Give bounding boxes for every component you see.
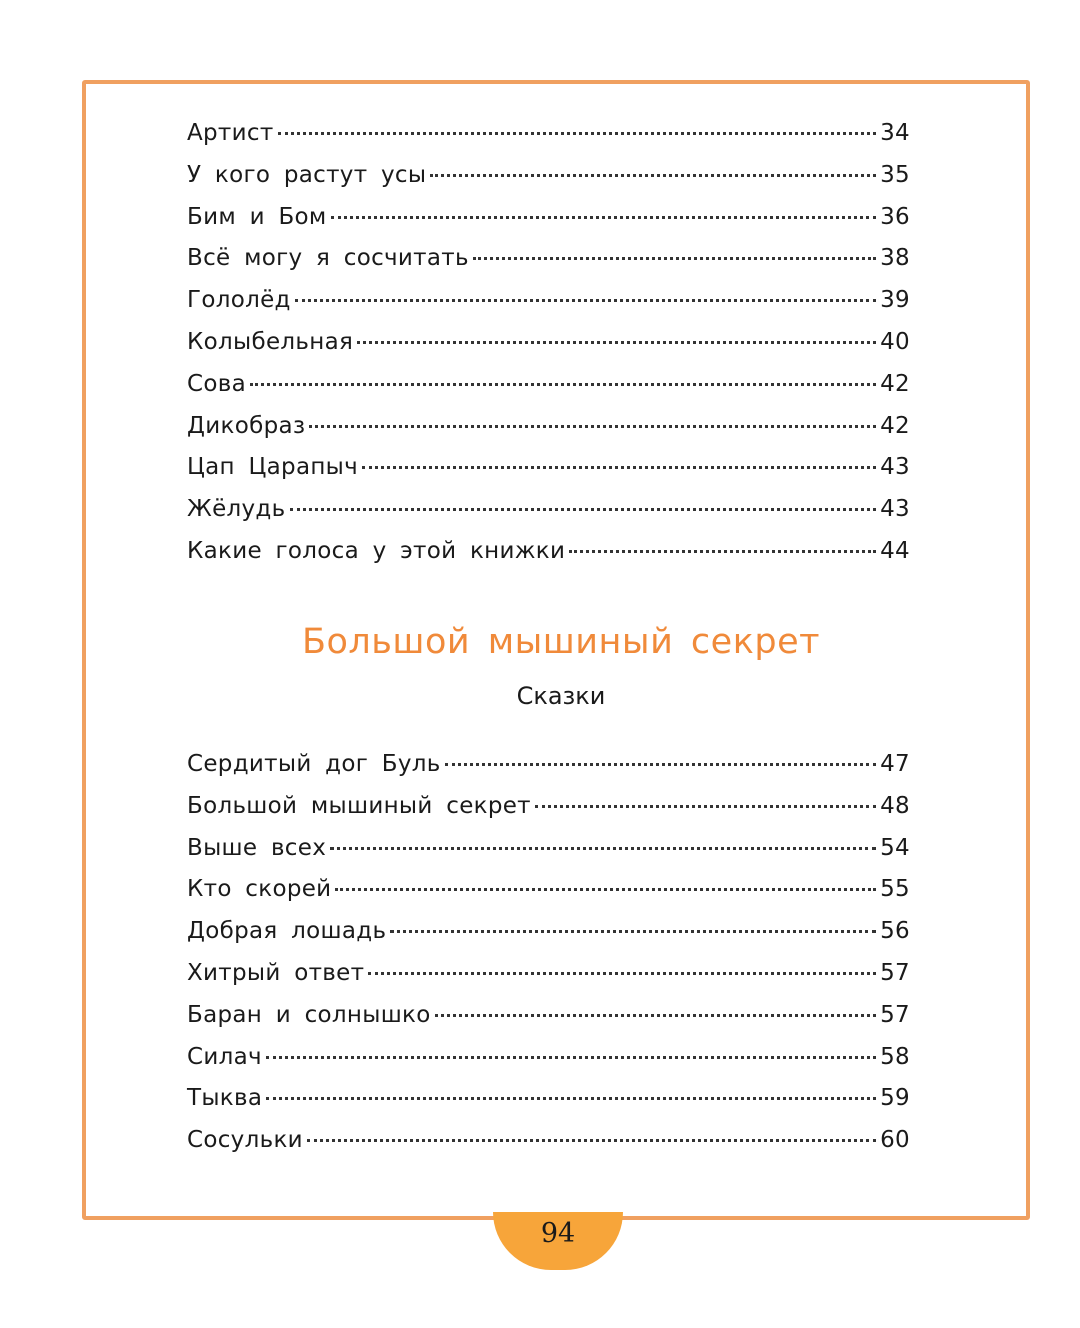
toc-entry-title: Большой мышиный секрет [187,792,531,819]
toc-leader-dots [295,299,876,302]
toc-entry[interactable] [187,237,910,279]
toc-entry-title: Жёлудь [187,496,286,523]
toc-entry[interactable] [187,154,910,196]
toc-entry[interactable] [187,910,910,952]
toc-entry-page: 43 [880,454,910,481]
toc-entry-page: 57 [880,1001,910,1028]
toc-entry[interactable] [187,112,910,154]
toc-entry[interactable] [187,868,910,910]
toc-entry[interactable] [187,827,910,869]
toc-entry[interactable] [187,785,910,827]
toc-entry[interactable] [187,743,910,785]
toc-entry-page: 58 [880,1043,910,1070]
toc-entry-title: Хитрый ответ [187,959,365,986]
toc-entry-page: 47 [880,751,910,777]
toc-entry-title: Сердитый дог Буль [187,751,441,777]
toc-entry-title: У кого растут усы [187,161,427,188]
toc-leader-dots [435,1014,877,1017]
toc-entry-title: Какие голоса у этой книжки [187,537,566,564]
toc-entry[interactable] [187,279,910,321]
toc-entry[interactable] [187,405,910,447]
toc-entry-page: 55 [880,876,910,903]
toc-entry-title: Цап Царапыч [187,454,359,481]
toc-entry-page: 38 [880,245,910,272]
toc-entry-title: Гололёд [187,287,291,314]
toc-entry[interactable] [187,1036,910,1078]
toc-entry[interactable] [187,488,910,530]
toc-entry-title: Колыбельная [187,328,354,355]
toc-entry-page: 40 [880,328,910,355]
toc-leader-dots [390,930,876,933]
toc-leader-dots [535,805,876,808]
toc-leader-dots [362,466,876,469]
toc-entry-title: Выше всех [187,834,327,861]
toc-entry-page: 54 [880,834,910,861]
toc-list-poems [187,112,910,572]
toc-leader-dots [330,847,876,850]
toc-entry[interactable] [187,363,910,405]
toc-entry-page: 34 [880,120,910,146]
toc-entry-page: 42 [880,412,910,439]
toc-entry-page: 60 [880,1127,910,1154]
toc-entry-title: Бим и Бом [187,203,327,230]
toc-leader-dots [357,341,876,344]
toc-entry-title: Сова [187,370,246,397]
toc-leader-dots [309,425,876,428]
toc-entry[interactable] [187,196,910,238]
toc-leader-dots [335,888,876,891]
toc-list-tales [187,743,910,1161]
toc-entry-page: 48 [880,792,910,819]
toc-leader-dots [569,550,876,553]
toc-entry-title: Кто скорей [187,876,332,903]
toc-entry-page: 36 [880,203,910,230]
toc-entry[interactable] [187,952,910,994]
toc-entry[interactable] [187,994,910,1036]
toc-leader-dots [250,383,876,386]
toc-leader-dots [368,972,876,975]
toc-entry[interactable] [187,446,910,488]
section-title: Большой мышиный секрет [302,622,820,662]
toc-entry[interactable] [187,321,910,363]
toc-entry-page: 57 [880,959,910,986]
toc-entry-title: Тыква [187,1085,263,1112]
toc-entry-title: Сосульки [187,1127,303,1154]
toc-entry-page: 43 [880,496,910,523]
toc-leader-dots [307,1139,876,1142]
toc-entry-page: 42 [880,370,910,397]
toc-entry-page: 59 [880,1085,910,1112]
toc-leader-dots [266,1056,876,1059]
toc-entry-title: Баран и солнышко [187,1001,431,1028]
toc-entry-page: 44 [880,537,910,564]
toc-entry-page: 35 [880,161,910,188]
toc-entry-title: Дикобраз [187,412,306,439]
toc-entry-title: Всё могу я сосчитать [187,245,469,272]
page-number: 94 [540,1218,576,1249]
toc-entry-title: Добрая лошадь [187,918,387,945]
toc-leader-dots [278,132,877,135]
toc-leader-dots [473,257,876,260]
section-subtitle: Сказки [516,682,606,710]
toc-entry-page: 56 [880,918,910,945]
toc-entry[interactable] [187,1119,910,1161]
toc-leader-dots [266,1097,876,1100]
toc-leader-dots [331,216,877,219]
toc-entry-title: Силач [187,1043,262,1070]
toc-leader-dots [445,763,877,766]
toc-entry-page: 39 [880,287,910,314]
toc-leader-dots [430,174,876,177]
toc-entry-title: Артист [187,120,274,146]
toc-leader-dots [290,508,877,511]
toc-entry[interactable] [187,1077,910,1119]
toc-entry[interactable] [187,530,910,572]
